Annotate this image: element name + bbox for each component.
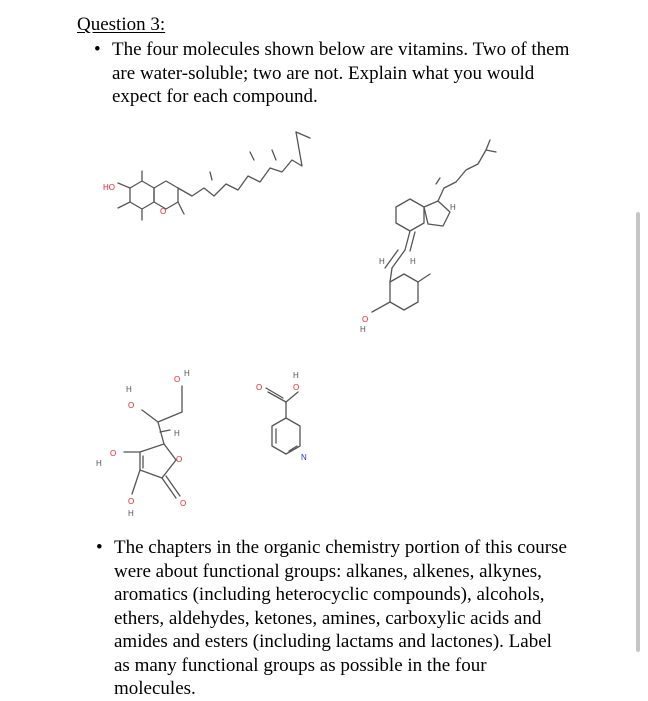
question-heading: Question 3: xyxy=(77,14,166,35)
atom-label-o-c1: O xyxy=(174,375,181,384)
atom-label-o-c3: O xyxy=(110,449,117,458)
atom-label-o-ring-1: O xyxy=(160,207,167,216)
bullet1-line-1: The four molecules shown below are vitamins. Two of them xyxy=(112,39,570,60)
bullet2-line-6: as many functional groups as possible in the four xyxy=(114,654,487,676)
atom-label-o-c4: O xyxy=(176,455,183,464)
atom-label-o-n1: O xyxy=(256,383,263,392)
atom-label-o-c6: O xyxy=(128,497,135,506)
atom-label-o-c5: O xyxy=(180,499,187,508)
vitamin-d-molecule xyxy=(360,140,496,334)
bullet-functional-groups xyxy=(96,536,584,701)
bullet2-line-3: aromatics (including heterocyclic compounds), alcohols, xyxy=(114,584,545,605)
niacin-molecule xyxy=(256,371,307,462)
atom-label-h-c1: H xyxy=(184,369,190,378)
atom-label-h-d4: H xyxy=(360,325,366,334)
atom-label-h-d2: H xyxy=(379,257,385,266)
bullet2-line-4: ethers, aldehydes, ketones, amines, carboxylic acids and xyxy=(114,607,542,629)
atom-label-ho-1: HO xyxy=(103,183,115,192)
atom-label-h-d1: H xyxy=(450,203,456,212)
bullet-dot: • xyxy=(96,537,103,558)
atom-label-o-d: O xyxy=(362,315,369,324)
atom-label-o-n2: O xyxy=(293,383,300,392)
bullet2-line-2: were about functional groups: alkanes, alkenes, alkynes, xyxy=(114,560,542,582)
atom-label-o-c2: O xyxy=(128,401,135,410)
bullet2-line-7: molecules. xyxy=(114,678,196,699)
bullet1-line-2: are water-soluble; two are not. Explain what you would xyxy=(112,62,535,84)
vertical-scrollbar[interactable] xyxy=(636,212,640,652)
atom-label-h-c3: H xyxy=(174,429,180,438)
vitamin-c-molecule xyxy=(96,369,190,518)
bullet2-line-5: amides and esters (including lactams and lactones). Label xyxy=(114,631,552,652)
atom-label-h-c4: H xyxy=(96,459,102,468)
atom-label-h-c2: H xyxy=(126,385,132,394)
atom-label-h-c5: H xyxy=(128,509,134,518)
atom-label-n-n: N xyxy=(301,453,307,462)
bullet2-line-1: The chapters in the organic chemistry portion of this course xyxy=(114,537,567,558)
vitamin-e-molecule xyxy=(103,132,310,220)
atom-label-h-n1: H xyxy=(293,371,299,380)
atom-label-h-d3: H xyxy=(410,257,416,266)
bullet-dot: • xyxy=(94,39,101,60)
bullet1-line-3: expect for each compound. xyxy=(112,86,318,107)
